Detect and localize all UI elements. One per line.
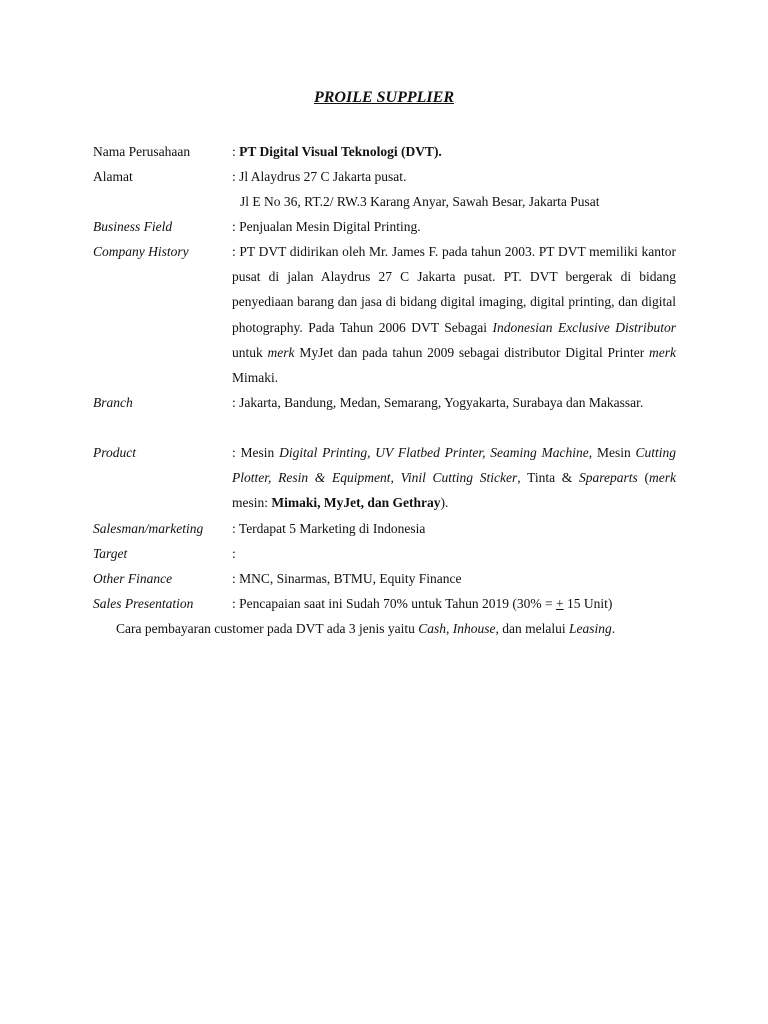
payment-text-4: Leasing [569,621,612,636]
sales-presentation-plus: + [556,596,564,611]
page-title: PROILE SUPPLIER [313,89,454,106]
sales-presentation-value: : Pencapaian saat ini Sudah 70% untuk Tahun 2019 (30% = + 15 Unit) [232,596,613,611]
business-field-text: Penjualan Mesin Digital Printing. [239,219,421,234]
product-value: : Mesin Digital Printing, UV Flatbed Printer, Seaming Machine, Mesin Cutting Plotter, Resin & Equipment, Vinil Cutting Sticker, Tinta & Spareparts (merk mesin: Mimaki, MyJet, dan Gethray). [232,445,677,511]
payment-text-5: . [611,621,616,636]
product-text-9: mesin: [232,495,268,511]
address-value: : Jl Alaydrus 27 C Jakarta pusat. Jl E No 36, RT.2/ RW.3 Karang Anyar, Sawah Besar, Jakarta Pusat [232,164,676,214]
company-history-text-1: PT DVT didirikan oleh Mr. James F. pada tahun 2003. PT DVT memiliki kantor pusat di jalan Alaydrus 27 C Jakarta pusat. PT. DVT bergerak di bidang penyediaan barang dan jasa di bidang digital imaging, digital printing, dan digital photography. Pada Tahun 2006 DVT Sebagai [232,244,676,335]
payment-text-3: , dan melalui [495,621,566,636]
other-finance-text: MNC, Sinarmas, BTMU, Equity Finance [239,571,462,586]
payment-paragraph [93,616,676,641]
salesman-label: Salesman/marketing [93,521,204,536]
product-text-10: Mimaki, MyJet, dan Gethray [271,495,441,511]
company-history-text-7: Mimaki. [232,370,279,386]
product-text-7: ( [644,470,650,486]
salesman-value: : Terdapat 5 Marketing di Indonesia [232,521,426,536]
sales-presentation-text-1: Pencapaian saat ini Sudah 70% untuk Tahun 2019 (30% = [239,596,553,611]
company-history-value: : PT DVT didirikan oleh Mr. James F. pada tahun 2003. PT DVT memiliki kantor pusat di jalan Alaydrus 27 C Jakarta pusat. PT. DVT bergerak di bidang penyediaan barang dan jasa di bidang digital imaging, digital printing, dan digital photography. Pada Tahun 2006 DVT Sebagai Indonesian Exclusive Distributor untuk merk MyJet dan pada tahun 2009 sebagai distributor Digital Printer merk Mimaki. [232,244,677,386]
business-field-value: : Penjualan Mesin Digital Printing. [232,219,421,234]
business-field-label: Business Field [93,219,173,234]
company-history-text-4: merk [267,344,295,360]
branch-text: Jakarta, Bandung, Medan, Semarang, Yogyakarta, Surabaya dan Makassar. [239,395,644,410]
product-text-1: Mesin [240,445,275,460]
company-history-text-3: untuk [232,344,263,360]
product-text-11: ). [440,495,449,511]
product-text-5: , Tinta & [517,470,573,486]
company-name-value: : PT Digital Visual Teknologi (DVT). [232,144,442,159]
company-history-text-2: Indonesian Exclusive Distributor [492,319,676,335]
address-label: Alamat [93,169,133,184]
branch-label: Branch [93,395,133,410]
company-history-text-6: merk [649,344,677,360]
other-finance-label: Other Finance [93,571,173,586]
salesman-text: Terdapat 5 Marketing di Indonesia [238,521,426,536]
address-line-2: Jl E No 36, RT.2/ RW.3 Karang Anyar, Sawah Besar, Jakarta Pusat [240,194,600,210]
sales-presentation-text-3: 15 Unit) [567,596,613,611]
payment-text-1: Cara pembayaran customer pada DVT ada 3 jenis yaitu [116,621,415,636]
other-finance-value: : MNC, Sinarmas, BTMU, Equity Finance [232,571,462,586]
product-text-8: merk [649,470,677,486]
company-name-label: Nama Perusahaan [93,144,191,159]
address-line-1: Jl Alaydrus 27 C Jakarta pusat. [239,169,407,184]
product-label: Product [93,445,136,460]
payment-text-2: Cash, Inhouse [418,621,496,636]
sales-presentation-label: Sales Presentation [93,596,194,611]
product-text-6: Spareparts [579,470,638,486]
product-text-4: Cutting Plotter, Resin & Equipment, Vinil Cutting Sticker [232,445,677,486]
product-text-2: Digital Printing, UV Flatbed Printer, Seaming Machine [279,445,589,460]
product-text-3: , Mesin [588,445,631,460]
company-history-text-5: MyJet dan pada tahun 2009 sebagai distributor Digital Printer [299,344,645,360]
target-label: Target [93,546,128,561]
company-name-text: PT Digital Visual Teknologi (DVT). [239,144,442,159]
company-history-label: Company History [93,244,189,259]
branch-value: : Jakarta, Bandung, Medan, Semarang, Yogyakarta, Surabaya dan Makassar. [232,395,644,410]
target-value: : [232,546,236,561]
